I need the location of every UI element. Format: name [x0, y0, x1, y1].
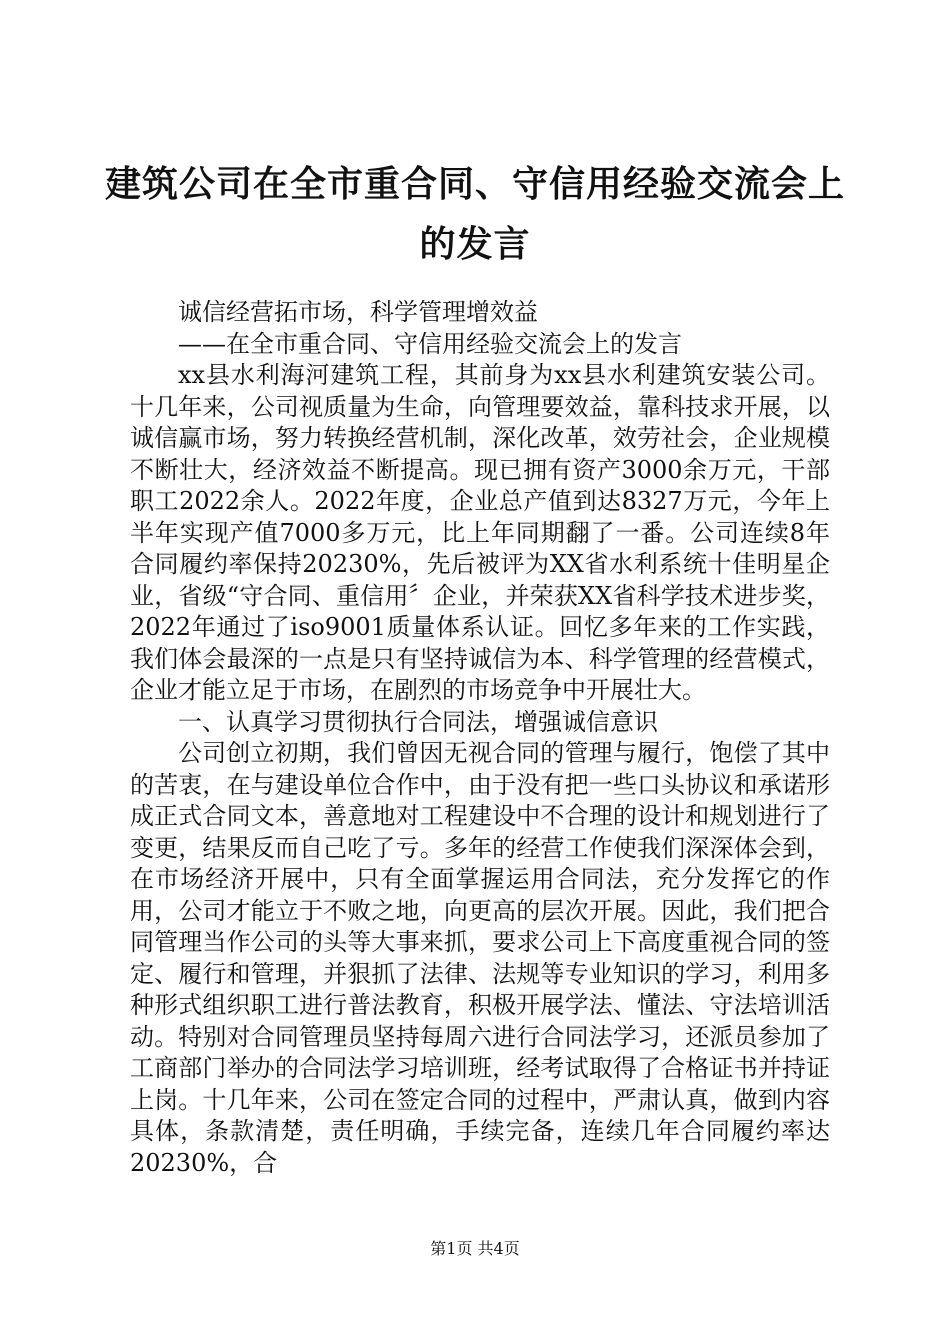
paragraph-intro: xx县水利海河建筑工程，其前身为xx县水利建筑安装公司。十几年来，公司视质量为生命，向管理要效益，靠科技求开展，以诚信赢市场，努力转换经营机制，深化改革，效劳社会，企业规模不断壮大，经济效益不断提高。现已拥有资产3000余万元，干部职工2022余人。2022年度，企业总产值到达8327万元，今年上半年实现产值7000多万元，比上年同期翻了一番。公司连续8年合同履约率保持20230%，先后被评为XX省水利系统十佳明星企业，省级“守合同、重信用〞企业，并荣获XX省科学技术进步奖，2022年通过了iso9001质量体系认证。回忆多年来的工作实践，我们体会最深的一点是只有坚持诚信为本、科学管理的经营模式，企业才能立足于市场，在剧烈的市场竞争中开展壮大。	[130, 361, 830, 704]
subtitle: 诚信经营拓市场，科学管理增效益	[178, 298, 538, 326]
document-body	[130, 297, 830, 1179]
document-title-line-2: 的发言	[419, 223, 531, 265]
section-heading-1: 一、认真学习贯彻执行合同法，增强诚信意识	[178, 707, 658, 736]
paragraph-section-1: 公司创立初期，我们曾因无视合同的管理与履行，饱偿了其中的苦衷，在与建设单位合作中，由于没有把一些口头协议和承诺形成正式合同文本，善意地对工程建设中不合理的设计和规划进行了变更，结果反而自己吃了亏。多年的经营工作使我们深深体会到，在市场经济开展中，只有全面掌握运用合同法，充分发挥它的作用，公司才能立于不败之地，向更高的层次开展。因此，我们把合同管理当作公司的头等大事来抓，要求公司上下高度重视合同的签定、履行和管理，并狠抓了法律、法规等专业知识的学习，利用多种形式组织职工进行普法教育，积极开展学法、懂法、守法培训活动。特别对合同管理员坚持每周六进行合同法学习，还派员参加了工商部门举办的合同法学习培训班，经考试取得了合格证书并持证上岗。十几年来，公司在签定合同的过程中，严肃认真，做到内容具体，条款清楚，责任明确，手续完备，连续几年合同履约率达20230%，合	[130, 739, 830, 1177]
subtitle-dash: ——在全市重合同、守信用经验交流会上的发言	[178, 329, 682, 358]
document-title-line-1: 建筑公司在全市重合同、守信用经验交流会上	[104, 163, 845, 205]
page-footer: 第1页 共4页	[430, 1239, 520, 1258]
